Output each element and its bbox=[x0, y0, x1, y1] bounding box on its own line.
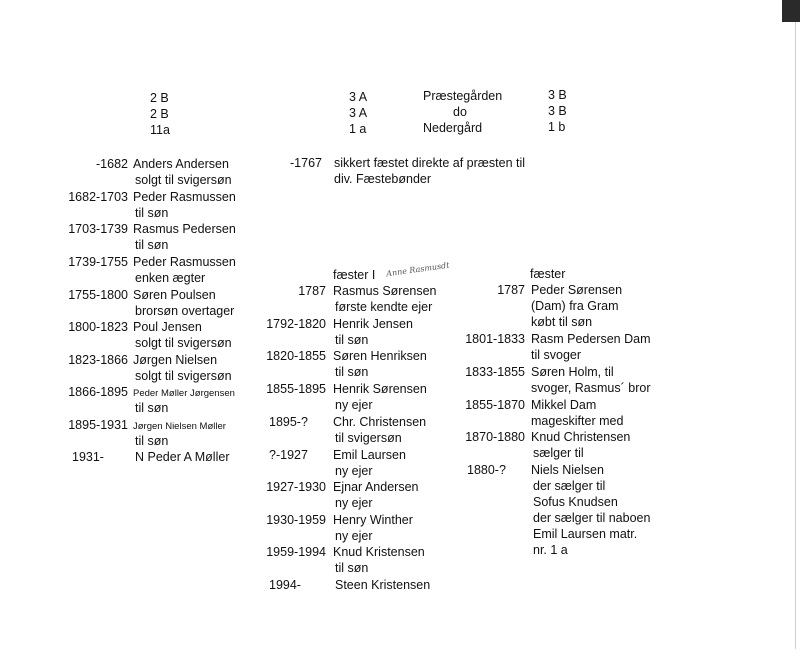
farm-name: Præstegården bbox=[423, 89, 503, 103]
right-note: Emil Laursen matr. bbox=[533, 527, 638, 541]
left-years: 1682-1703 bbox=[68, 190, 128, 204]
left-owner: Jørgen Nielsen Møller bbox=[133, 421, 226, 432]
mid-years: 1820-1855 bbox=[266, 349, 326, 363]
right-note: købt til søn bbox=[531, 315, 593, 329]
mid-owner: Rasmus Sørensen bbox=[333, 284, 437, 298]
right-years: 1787 bbox=[497, 283, 525, 297]
mid-years: 1994- bbox=[269, 578, 301, 592]
code-left: 2 B bbox=[150, 91, 169, 105]
mid-years: 1895-? bbox=[269, 415, 308, 429]
right-owner: Niels Nielsen bbox=[531, 463, 604, 477]
farm-name: Nedergård bbox=[423, 121, 483, 135]
mid-note: til svigersøn bbox=[335, 431, 402, 445]
right-years: 1855-1870 bbox=[465, 398, 525, 412]
code-left: 2 B bbox=[150, 107, 169, 121]
mid-years: 1792-1820 bbox=[266, 317, 326, 331]
left-owner: Peder Møller Jørgensen bbox=[133, 388, 235, 399]
mid-note: ny ejer bbox=[335, 464, 373, 478]
left-note: enken ægter bbox=[135, 271, 206, 285]
right-years: 1880-? bbox=[467, 463, 506, 477]
left-owner: Anders Andersen bbox=[133, 157, 229, 171]
mid-note: til søn bbox=[335, 561, 369, 575]
mid-note: første kendte ejer bbox=[335, 300, 433, 314]
right-note: Sofus Knudsen bbox=[533, 495, 618, 509]
left-note: til søn bbox=[135, 206, 169, 220]
code-mid: 3 A bbox=[349, 90, 368, 104]
right-years: 1833-1855 bbox=[465, 365, 525, 379]
left-note: til søn bbox=[135, 434, 169, 448]
mid-years: 1855-1895 bbox=[266, 382, 326, 396]
mid-note: ny ejer bbox=[335, 529, 373, 543]
mid-owner: Søren Henriksen bbox=[333, 349, 427, 363]
code-right: 3 B bbox=[548, 104, 567, 118]
left-years: 1866-1895 bbox=[68, 385, 128, 399]
mid-owner: Henrik Jensen bbox=[333, 317, 413, 331]
mid-owner: Steen Kristensen bbox=[335, 578, 431, 592]
mid-owner: Ejnar Andersen bbox=[333, 480, 419, 494]
right-note: mageskifter med bbox=[531, 414, 624, 428]
mid-years: 1930-1959 bbox=[266, 513, 326, 527]
right-owner: Søren Holm, til bbox=[531, 365, 614, 379]
code-right: 1 b bbox=[548, 120, 566, 134]
right-owner: Mikkel Dam bbox=[531, 398, 597, 412]
left-note: solgt til svigersøn bbox=[135, 173, 232, 187]
left-years: -1682 bbox=[96, 157, 128, 171]
right-note: der sælger til bbox=[533, 479, 606, 493]
mid-note: ny ejer bbox=[335, 398, 373, 412]
mid-years: ?-1927 bbox=[269, 448, 308, 462]
right-years: 1870-1880 bbox=[465, 430, 525, 444]
left-note: til søn bbox=[135, 238, 169, 252]
mid-owner: Chr. Christensen bbox=[333, 415, 427, 429]
left-note: solgt til svigersøn bbox=[135, 336, 232, 350]
right-note: til svoger bbox=[531, 348, 582, 362]
mid-owner: Emil Laursen bbox=[333, 448, 406, 462]
left-owner: Jørgen Nielsen bbox=[133, 353, 218, 367]
right-owner: Rasm Pedersen Dam bbox=[531, 332, 651, 346]
note-date: -1767 bbox=[290, 156, 322, 170]
mid-years: 1927-1930 bbox=[266, 480, 326, 494]
code-mid: 3 A bbox=[349, 106, 368, 120]
left-years: 1755-1800 bbox=[68, 288, 128, 302]
left-note: solgt til svigersøn bbox=[135, 369, 232, 383]
handwritten-note: Anne Rasmusdt bbox=[385, 260, 450, 279]
right-note: (Dam) fra Gram bbox=[531, 299, 619, 313]
left-note: brorsøn overtager bbox=[135, 304, 235, 318]
right-owner: Knud Christensen bbox=[531, 430, 631, 444]
right-years: 1801-1833 bbox=[465, 332, 525, 346]
code-left: 11a bbox=[150, 123, 170, 137]
note-line: sikkert fæstet direkte af præsten til bbox=[334, 156, 526, 170]
right-owner: Peder Sørensen bbox=[531, 283, 623, 297]
mid-years: 1959-1994 bbox=[266, 545, 326, 559]
mid-owner: Knud Kristensen bbox=[333, 545, 425, 559]
code-right: 3 B bbox=[548, 88, 567, 102]
mid-header: fæster I bbox=[333, 268, 376, 282]
left-owner: Rasmus Pedersen bbox=[133, 222, 236, 236]
right-note: sælger til bbox=[533, 446, 584, 460]
code-mid: 1 a bbox=[349, 122, 367, 136]
left-note: til søn bbox=[135, 401, 169, 415]
mid-owner: Henrik Sørensen bbox=[333, 382, 427, 396]
note-line: div. Fæstebønder bbox=[334, 172, 432, 186]
mid-years: 1787 bbox=[298, 284, 326, 298]
left-owner: Poul Jensen bbox=[133, 320, 202, 334]
left-years: 1931- bbox=[72, 450, 104, 464]
left-years: 1895-1931 bbox=[68, 418, 128, 432]
left-owner: Søren Poulsen bbox=[133, 288, 216, 302]
scan-edge-line bbox=[795, 22, 796, 649]
farm-name: do bbox=[453, 105, 467, 119]
left-years: 1823-1866 bbox=[68, 353, 128, 367]
mid-owner: Henry Winther bbox=[333, 513, 413, 527]
right-header: fæster bbox=[530, 267, 566, 281]
mid-note: til søn bbox=[335, 365, 369, 379]
left-years: 1703-1739 bbox=[68, 222, 128, 236]
scan-corner-mark bbox=[782, 0, 800, 22]
mid-note: ny ejer bbox=[335, 496, 373, 510]
left-owner: N Peder A Møller bbox=[135, 450, 230, 464]
left-owner: Peder Rasmussen bbox=[133, 190, 236, 204]
left-years: 1800-1823 bbox=[68, 320, 128, 334]
left-years: 1739-1755 bbox=[68, 255, 128, 269]
right-note: der sælger til naboen bbox=[533, 511, 651, 525]
right-note: svoger, Rasmus´ bror bbox=[531, 381, 651, 395]
mid-note: til søn bbox=[335, 333, 369, 347]
right-note: nr. 1 a bbox=[533, 543, 568, 557]
left-owner: Peder Rasmussen bbox=[133, 255, 236, 269]
